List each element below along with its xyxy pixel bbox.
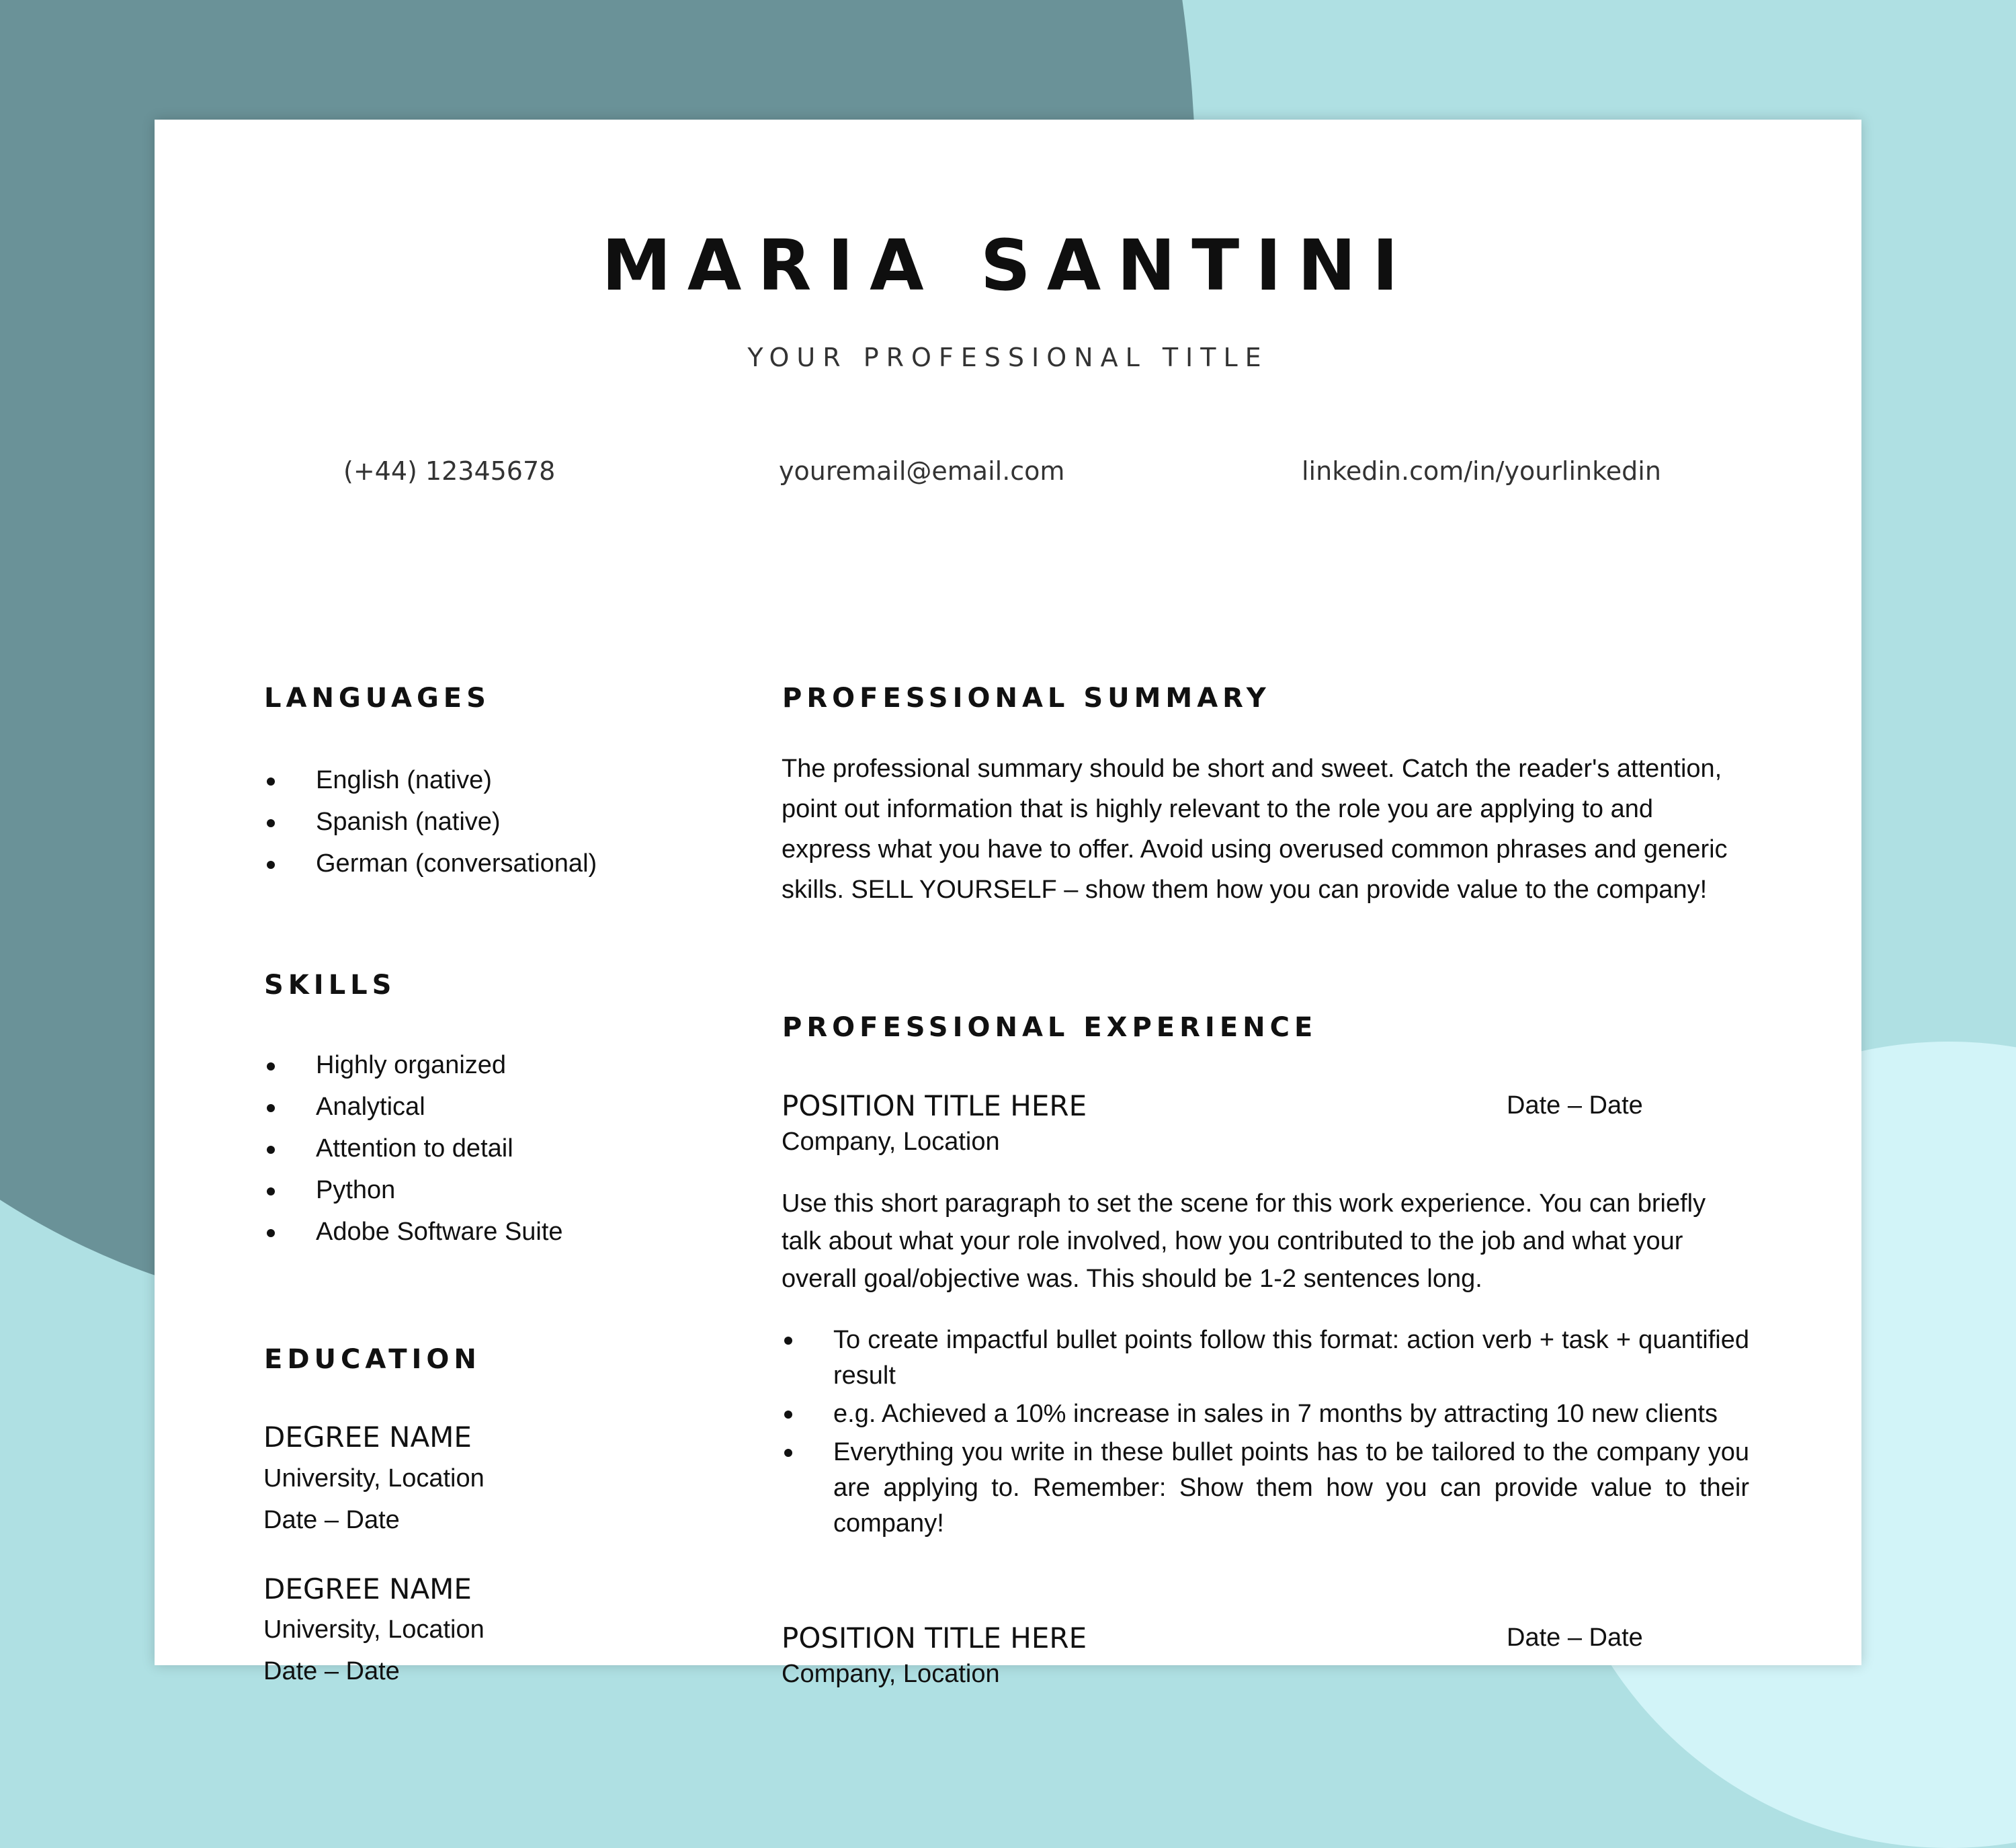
education-date: Date – Date: [263, 1657, 400, 1685]
list-item: Spanish (native): [263, 801, 597, 843]
contact-phone: (+44) 12345678: [343, 456, 556, 486]
summary-text: The professional summary should be short and sweet. Catch the reader's attention, point out information that is highly relevant to the role you are applying to and express what you have to offer. Avoid using overused common phrases and generic skills. SELL YOURSELF – show them how you can provide value to the company!: [782, 755, 1728, 904]
degree-name: DEGREE NAME: [263, 1572, 472, 1605]
professional-title: YOUR PROFESSIONAL TITLE: [747, 343, 1269, 372]
resume-name: MARIA SANTINI: [601, 224, 1415, 306]
list-item: English (native): [263, 759, 597, 801]
summary-heading: PROFESSIONAL SUMMARY: [782, 683, 1271, 714]
education-date: Date – Date: [263, 1506, 400, 1534]
list-item: Everything you write in these bullet points has to be tailored to the company you are applying to. Remember: Show them how you can provide value to their company!: [782, 1435, 1749, 1542]
list-item: To create impactful bullet points follow this format: action verb + task + quantified result: [782, 1322, 1749, 1394]
experience-bullets: [782, 1322, 1749, 1544]
languages-list: [263, 759, 597, 884]
list-item: e.g. Achieved a 10% increase in sales in 7 months by attracting 10 new clients: [782, 1396, 1749, 1432]
list-item: Python: [263, 1169, 563, 1211]
resume-page: [155, 120, 1861, 1688]
skills-heading: SKILLS: [264, 970, 396, 1001]
position-date: Date – Date: [1507, 1091, 1643, 1120]
contact-email: youremail@email.com: [779, 456, 1065, 486]
list-item: Adobe Software Suite: [263, 1211, 563, 1253]
degree-name: DEGREE NAME: [263, 1421, 472, 1454]
list-item: Highly organized: [263, 1044, 563, 1086]
list-item: Attention to detail: [263, 1128, 563, 1169]
list-item: Analytical: [263, 1086, 563, 1128]
position-title: POSITION TITLE HERE: [782, 1622, 1087, 1654]
experience-heading: PROFESSIONAL EXPERIENCE: [782, 1012, 1318, 1043]
languages-heading: LANGUAGES: [264, 683, 491, 714]
position-title: POSITION TITLE HERE: [782, 1089, 1087, 1122]
contact-linkedin: linkedin.com/in/yourlinkedin: [1302, 456, 1661, 486]
list-item: German (conversational): [263, 843, 597, 884]
position-date: Date – Date: [1507, 1624, 1643, 1652]
experience-description: Use this short paragraph to set the scene for this work experience. You can briefly talk about what your role involved, how you contributed to the job and what your overall goal/objective was. This should be 1-2 sentences long.: [782, 1189, 1706, 1293]
education-heading: EDUCATION: [264, 1344, 481, 1375]
university-location: University, Location: [263, 1464, 485, 1493]
university-location: University, Location: [263, 1615, 485, 1644]
company-location: Company, Location: [782, 1128, 1000, 1156]
skills-list: [263, 1044, 563, 1253]
company-location: Company, Location: [782, 1660, 1000, 1688]
